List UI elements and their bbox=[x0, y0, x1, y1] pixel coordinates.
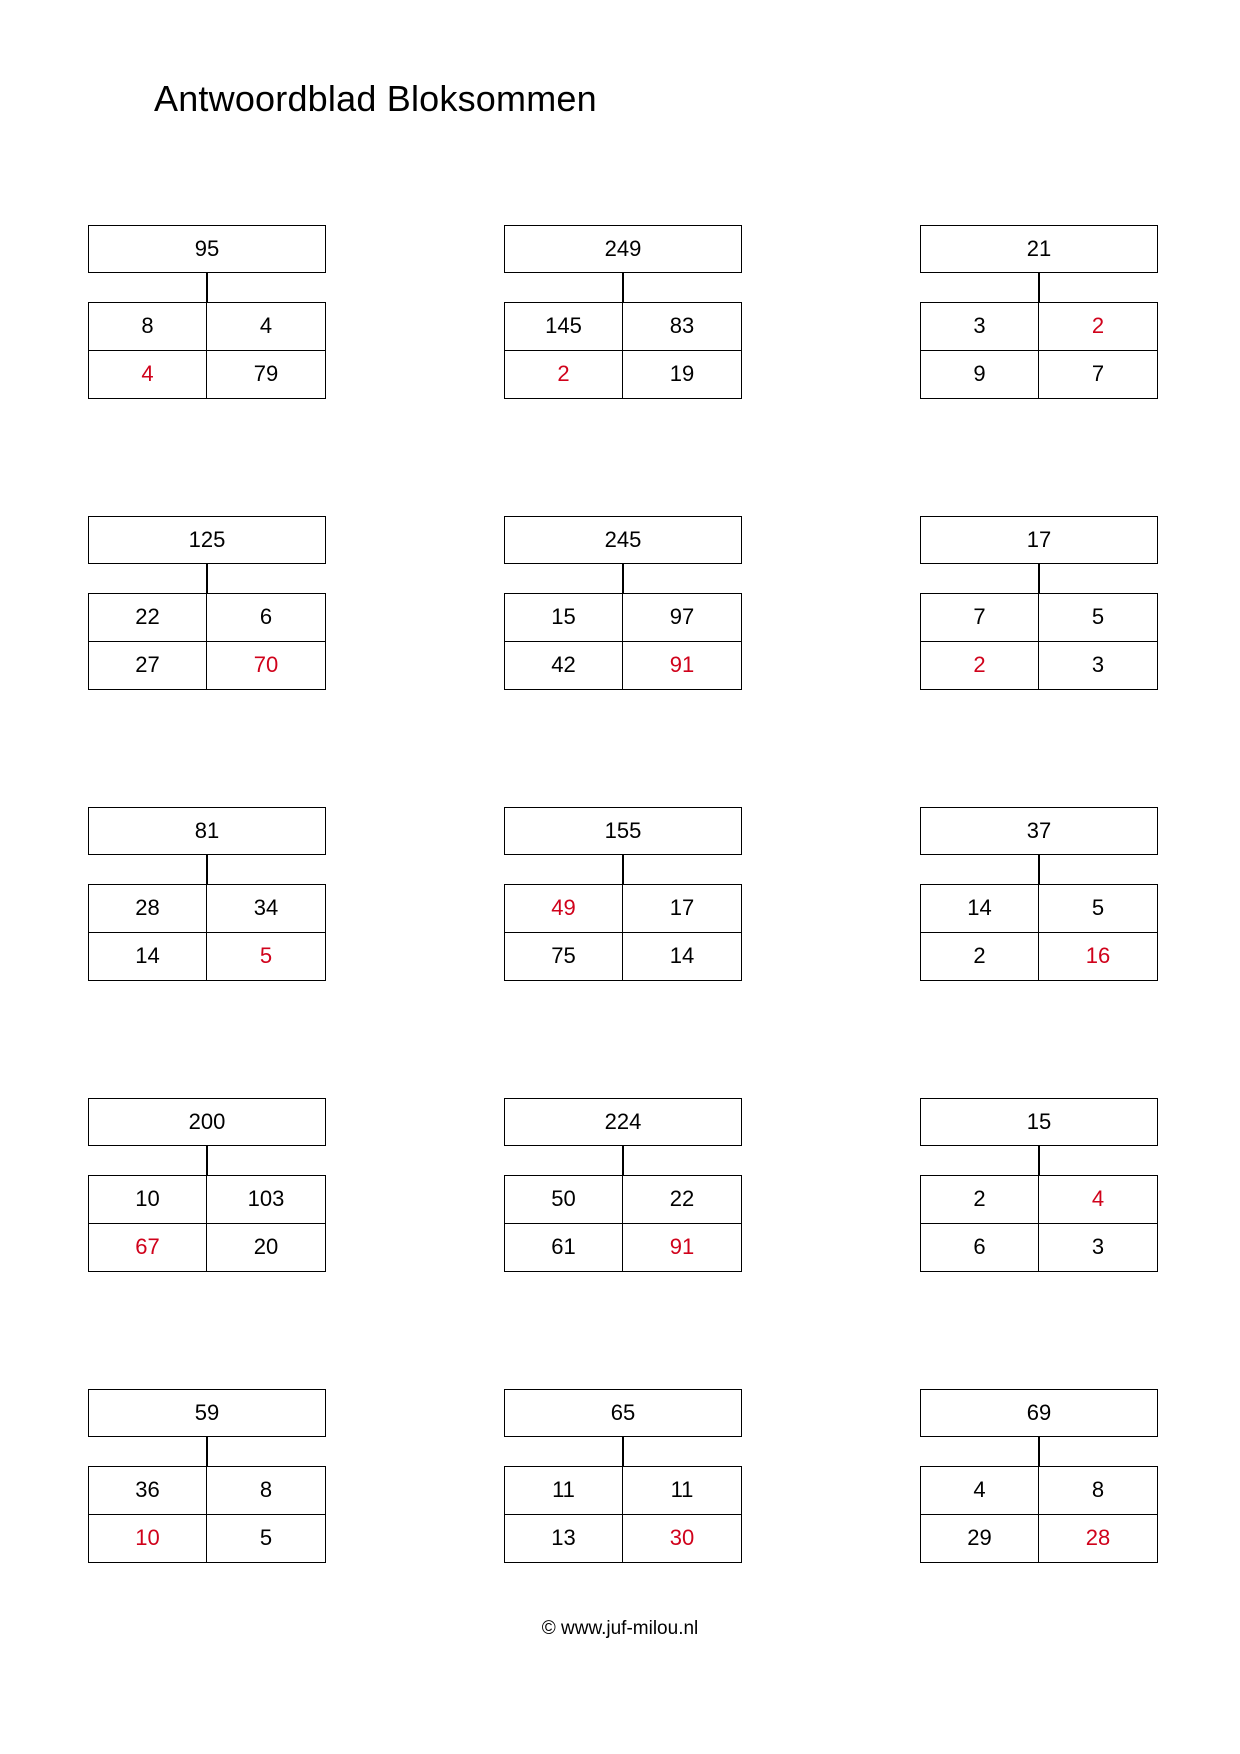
puzzle-total: 17 bbox=[920, 516, 1158, 564]
given-cell: 13 bbox=[505, 1515, 623, 1563]
puzzle-total: 21 bbox=[920, 225, 1158, 273]
given-cell: 7 bbox=[1091, 361, 1105, 387]
puzzle-connector bbox=[206, 855, 208, 885]
puzzle-total: 249 bbox=[504, 225, 742, 273]
puzzle-total: 224 bbox=[504, 1098, 742, 1146]
answer-cell: 2 bbox=[921, 642, 1039, 690]
given-cell: 14 bbox=[669, 943, 695, 969]
given-cell: 97 bbox=[623, 594, 741, 642]
puzzle-total: 59 bbox=[88, 1389, 326, 1437]
puzzle-total: 81 bbox=[88, 807, 326, 855]
block-puzzle bbox=[88, 1098, 326, 1272]
given-cell: 4 bbox=[207, 303, 325, 351]
puzzle-cells bbox=[504, 302, 742, 399]
given-cell: 3 bbox=[921, 303, 1039, 351]
puzzle-cells bbox=[920, 1175, 1158, 1272]
block-puzzle bbox=[88, 225, 326, 399]
given-cell: 7 bbox=[921, 594, 1039, 642]
given-cell: 9 bbox=[921, 351, 1039, 399]
puzzle-cells bbox=[920, 1466, 1158, 1563]
puzzle-cells bbox=[920, 302, 1158, 399]
puzzle-cells bbox=[88, 302, 326, 399]
given-cell: 50 bbox=[505, 1176, 623, 1224]
puzzle-connector bbox=[206, 1437, 208, 1467]
given-cell: 3 bbox=[1091, 652, 1105, 678]
puzzle-cells bbox=[88, 1466, 326, 1563]
puzzle-total: 155 bbox=[504, 807, 742, 855]
answer-cell: 67 bbox=[89, 1224, 207, 1272]
given-cell: 61 bbox=[505, 1224, 623, 1272]
puzzle-connector bbox=[1038, 564, 1040, 594]
block-puzzle bbox=[920, 807, 1158, 981]
puzzle-connector bbox=[206, 1146, 208, 1176]
block-puzzle bbox=[88, 1389, 326, 1563]
given-cell: 14 bbox=[921, 885, 1039, 933]
puzzle-total: 95 bbox=[88, 225, 326, 273]
answer-cell: 70 bbox=[253, 652, 279, 678]
puzzle-connector bbox=[1038, 273, 1040, 303]
given-cell: 75 bbox=[505, 933, 623, 981]
given-cell: 2 bbox=[921, 1176, 1039, 1224]
puzzle-total: 15 bbox=[920, 1098, 1158, 1146]
puzzle-cells bbox=[920, 884, 1158, 981]
given-cell: 27 bbox=[89, 642, 207, 690]
block-puzzle bbox=[504, 807, 742, 981]
answer-cell: 91 bbox=[669, 652, 695, 678]
given-cell: 103 bbox=[207, 1176, 325, 1224]
page-title: Antwoordblad Bloksommen bbox=[154, 78, 597, 119]
given-cell: 8 bbox=[207, 1467, 325, 1515]
puzzle-connector bbox=[622, 855, 624, 885]
answer-cell: 10 bbox=[89, 1515, 207, 1563]
answer-cell: 28 bbox=[1085, 1525, 1111, 1551]
puzzle-total: 65 bbox=[504, 1389, 742, 1437]
puzzle-cells bbox=[504, 884, 742, 981]
given-cell: 5 bbox=[259, 1525, 273, 1551]
given-cell: 8 bbox=[89, 303, 207, 351]
given-cell: 28 bbox=[89, 885, 207, 933]
puzzle-connector bbox=[622, 1437, 624, 1467]
given-cell: 20 bbox=[253, 1234, 279, 1260]
puzzle-total: 245 bbox=[504, 516, 742, 564]
given-cell: 83 bbox=[623, 303, 741, 351]
given-cell: 8 bbox=[1039, 1467, 1157, 1515]
block-puzzle bbox=[504, 516, 742, 690]
puzzle-total: 200 bbox=[88, 1098, 326, 1146]
block-puzzle bbox=[88, 516, 326, 690]
given-cell: 145 bbox=[505, 303, 623, 351]
answer-cell: 16 bbox=[1085, 943, 1111, 969]
block-puzzle bbox=[920, 1389, 1158, 1563]
block-puzzle bbox=[88, 807, 326, 981]
puzzle-cells bbox=[88, 593, 326, 690]
puzzle-cells bbox=[504, 1466, 742, 1563]
given-cell: 19 bbox=[669, 361, 695, 387]
puzzle-cells bbox=[88, 884, 326, 981]
answer-cell: 4 bbox=[89, 351, 207, 399]
answer-cell: 4 bbox=[1039, 1176, 1157, 1224]
puzzle-total: 37 bbox=[920, 807, 1158, 855]
answer-cell: 49 bbox=[505, 885, 623, 933]
given-cell: 10 bbox=[89, 1176, 207, 1224]
given-cell: 6 bbox=[921, 1224, 1039, 1272]
given-cell: 29 bbox=[921, 1515, 1039, 1563]
puzzle-total: 69 bbox=[920, 1389, 1158, 1437]
block-puzzle bbox=[920, 516, 1158, 690]
given-cell: 14 bbox=[89, 933, 207, 981]
given-cell: 5 bbox=[1039, 594, 1157, 642]
given-cell: 6 bbox=[207, 594, 325, 642]
given-cell: 4 bbox=[921, 1467, 1039, 1515]
puzzle-cells bbox=[88, 1175, 326, 1272]
given-cell: 5 bbox=[1039, 885, 1157, 933]
puzzle-connector bbox=[206, 564, 208, 594]
given-cell: 42 bbox=[505, 642, 623, 690]
copyright-footer: © www.juf-milou.nl bbox=[541, 1618, 699, 1639]
given-cell: 15 bbox=[505, 594, 623, 642]
given-cell: 79 bbox=[253, 361, 279, 387]
given-cell: 3 bbox=[1091, 1234, 1105, 1260]
puzzle-connector bbox=[622, 564, 624, 594]
given-cell: 34 bbox=[207, 885, 325, 933]
answer-cell: 2 bbox=[1039, 303, 1157, 351]
given-cell: 17 bbox=[623, 885, 741, 933]
block-puzzle bbox=[920, 1098, 1158, 1272]
answer-cell: 30 bbox=[669, 1525, 695, 1551]
answer-cell: 5 bbox=[259, 943, 273, 969]
block-puzzle bbox=[504, 1389, 742, 1563]
puzzle-total: 125 bbox=[88, 516, 326, 564]
puzzle-connector bbox=[1038, 855, 1040, 885]
given-cell: 11 bbox=[505, 1467, 623, 1515]
given-cell: 22 bbox=[623, 1176, 741, 1224]
given-cell: 22 bbox=[89, 594, 207, 642]
puzzle-connector bbox=[1038, 1437, 1040, 1467]
puzzle-connector bbox=[206, 273, 208, 303]
puzzle-cells bbox=[504, 593, 742, 690]
block-puzzle bbox=[504, 225, 742, 399]
puzzle-cells bbox=[920, 593, 1158, 690]
given-cell: 11 bbox=[623, 1467, 741, 1515]
block-puzzle bbox=[504, 1098, 742, 1272]
puzzle-cells bbox=[504, 1175, 742, 1272]
answer-cell: 2 bbox=[505, 351, 623, 399]
given-cell: 2 bbox=[921, 933, 1039, 981]
puzzle-connector bbox=[622, 1146, 624, 1176]
puzzle-connector bbox=[622, 273, 624, 303]
block-puzzle bbox=[920, 225, 1158, 399]
puzzle-connector bbox=[1038, 1146, 1040, 1176]
answer-cell: 91 bbox=[669, 1234, 695, 1260]
given-cell: 36 bbox=[89, 1467, 207, 1515]
